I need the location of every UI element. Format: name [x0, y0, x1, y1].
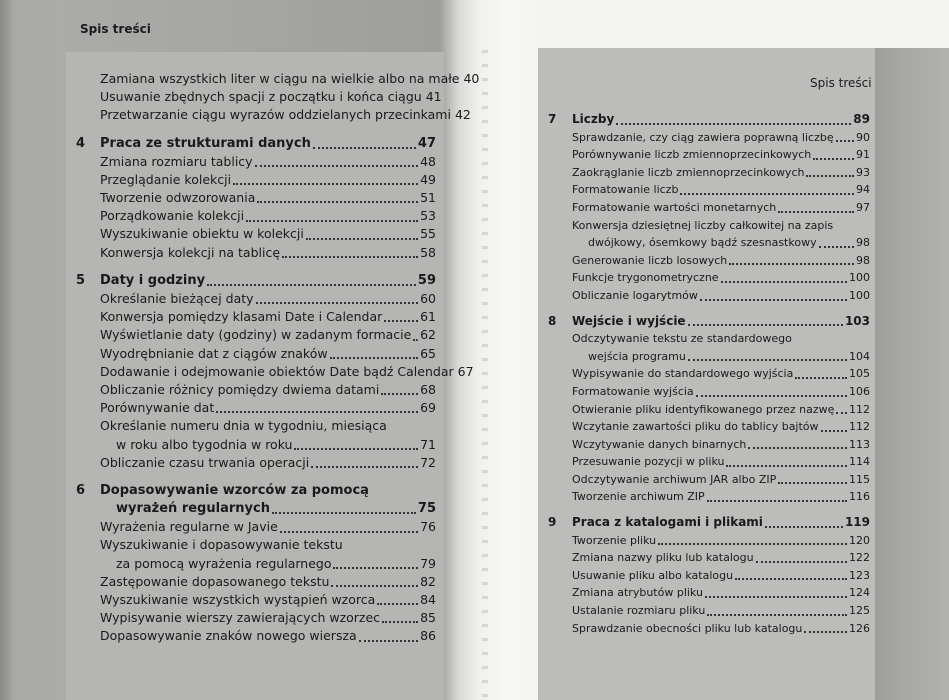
toc-leader-dots [216, 411, 418, 413]
toc-leader-dots [680, 193, 854, 195]
toc-leader-dots [735, 578, 847, 580]
toc-entry-page: 123 [849, 568, 870, 582]
toc-entry-title: Obliczanie logarytmów [572, 288, 698, 302]
toc-leader-dots [836, 412, 847, 414]
chapter-heading [76, 482, 436, 500]
chapter-page: 89 [853, 112, 870, 126]
toc-entry-page: 48 [420, 153, 436, 169]
toc-entry-title: Wczytywanie danych binarnych [572, 437, 747, 451]
toc-entry-page: 84 [420, 592, 436, 608]
toc-entry-title: za pomocą wyrażenia regularnego [116, 555, 332, 571]
toc-leader-dots [233, 183, 418, 185]
toc-entry-title: Wyszukiwanie wszystkich wystąpień wzorca [100, 592, 376, 608]
toc-entry-page: 49 [420, 171, 436, 187]
toc-entry-page: 94 [856, 183, 870, 197]
toc-leader-dots [377, 603, 418, 605]
toc-leader-dots [813, 158, 854, 160]
chapter-number: 8 [548, 313, 557, 328]
chapter-heading [76, 272, 436, 290]
toc-entry [76, 381, 436, 399]
toc-entry-title: Wyodrębnianie dat z ciągów znaków [100, 345, 328, 361]
chapter-gap [548, 305, 870, 313]
chapter-gap [76, 262, 436, 272]
toc-entry-title: Sprawdzanie obecności pliku lub katalogu [572, 621, 803, 635]
chapter-title: Wejście i wyjście [572, 313, 686, 328]
toc-leader-dots [778, 482, 847, 484]
toc-leader-dots [778, 211, 854, 213]
toc-entry [548, 453, 870, 471]
toc-entry [548, 269, 870, 287]
toc-leader-dots [381, 393, 418, 395]
toc-entry-title: Porównywanie liczb zmiennoprzecinkowych [572, 148, 812, 162]
toc-entry-title: Wypisywanie do standardowego wyjścia [572, 367, 794, 381]
toc-right [548, 111, 870, 637]
chapter-number: 6 [76, 482, 86, 498]
toc-entry-title: Zmiana rozmiaru tablicy [100, 153, 253, 169]
toc-leader-dots [821, 430, 847, 432]
toc-entry-title: Usuwanie pliku albo katalogu [572, 568, 734, 582]
toc-entry-title: Przetwarzanie ciągu wyrazów oddzielanych przecinkami [100, 107, 451, 123]
toc-entry-title: Wyszukiwanie i dopasowywanie tekstu [100, 537, 343, 553]
toc-leader-dots [688, 359, 847, 361]
toc-entry-title: Tworzenie pliku [572, 533, 657, 547]
chapter-title: Dopasowywanie wzorców za pomocą [100, 482, 369, 498]
toc-entry-title: w roku albo tygodnia w roku [116, 436, 293, 452]
toc-leader-dots [331, 585, 418, 587]
chapter-heading [548, 514, 870, 532]
toc-entry [76, 345, 436, 363]
chapter-title: Liczby [572, 112, 615, 126]
toc-entry-title: Usuwanie zbędnych spacji z początku i końca ciągu [100, 89, 422, 105]
toc-entry-page: 86 [420, 628, 436, 644]
toc-entry [548, 471, 870, 489]
toc-entry [548, 252, 870, 270]
toc-entry [76, 226, 436, 244]
toc-entry [548, 383, 870, 401]
toc-entry-page: 62 [420, 327, 436, 343]
toc-entry-title: Formatowanie wyjścia [572, 384, 694, 398]
toc-leader-dots [756, 561, 847, 563]
toc-entry-page: 104 [849, 349, 870, 363]
toc-entry-title: Dodawanie i odejmowanie obiektów Date bądź Calendar [100, 363, 454, 379]
toc-entry [76, 591, 436, 609]
toc-entry [76, 244, 436, 262]
toc-entry-page: 79 [420, 555, 436, 571]
toc-leader-dots [819, 246, 854, 248]
toc-entry-page: 82 [420, 573, 436, 589]
toc-entry-page: 53 [420, 208, 436, 224]
toc-entry [548, 199, 870, 217]
toc-entry-line [548, 217, 870, 235]
toc-entry-page: 42 [454, 107, 471, 123]
toc-entry-line [76, 417, 436, 435]
toc-leader-dots [696, 395, 847, 397]
toc-entry-title: Formatowanie wartości monetarnych [572, 200, 777, 214]
toc-entry-title: Wyszukiwanie obiektu w kolekcji [100, 226, 304, 242]
toc-entry-page: 106 [849, 384, 870, 398]
toc-entry [548, 348, 870, 366]
toc-entry-title: Otwieranie pliku identyfikowanego przez nazwę [572, 402, 835, 416]
toc-entry-page: 125 [849, 604, 870, 618]
toc-leader-dots [836, 140, 854, 142]
chapter-number: 9 [548, 515, 557, 530]
toc-entry [76, 106, 471, 124]
toc-entry [548, 234, 870, 252]
toc-leader-dots [748, 447, 847, 449]
toc-entry-page: 90 [856, 130, 870, 144]
toc-entry [76, 627, 436, 645]
toc-leader-dots [272, 512, 416, 514]
toc-leader-dots [382, 621, 418, 623]
book-spine-stitching [482, 50, 488, 700]
toc-entry-title: Zmiana atrybutów pliku [572, 586, 703, 600]
toc-entry-page: 97 [856, 200, 870, 214]
toc-entry [76, 153, 436, 171]
chapter-number: 5 [76, 272, 86, 288]
toc-entry [548, 129, 870, 147]
toc-entry [76, 88, 442, 106]
toc-entry-title: Zamiana wszystkich liter w ciągu na wielkie albo na małe [100, 70, 460, 86]
toc-entry-page: 93 [856, 165, 870, 179]
toc-entry-title: Tworzenie archiwum ZIP [572, 490, 705, 504]
toc-entry-title: Zastępowanie dopasowanego tekstu [100, 573, 330, 589]
chapter-number: 7 [548, 112, 557, 126]
toc-entry-title: Generowanie liczb losowych [572, 253, 728, 267]
toc-entry [76, 189, 436, 207]
toc-entry-page: 58 [420, 244, 436, 260]
chapter-page: 75 [417, 501, 436, 517]
toc-entry-title: Wyrażenia regularne w Javie [100, 519, 278, 535]
toc-leader-dots [384, 320, 418, 322]
chapter-heading [76, 135, 436, 153]
toc-entry-title: Porządkowanie kolekcji [100, 208, 245, 224]
toc-leader-dots [311, 466, 418, 468]
toc-entry-page: 85 [420, 610, 436, 626]
toc-leader-dots [294, 448, 418, 450]
toc-entry [76, 70, 480, 88]
toc-entry-page: 55 [420, 226, 436, 242]
toc-entry [548, 567, 870, 585]
toc-entry-page: 60 [420, 291, 436, 307]
toc-left [76, 70, 480, 646]
toc-entry-title: wejścia programu [588, 349, 686, 363]
toc-entry-title: Zmiana nazwy pliku lub katalogu [572, 551, 754, 565]
chapter-title: wyrażeń regularnych [116, 501, 270, 517]
toc-entry-title: dwójkowy, ósemkowy bądź szesnastkowy [588, 236, 817, 250]
toc-leader-dots [707, 500, 847, 502]
toc-entry [548, 488, 870, 506]
toc-entry-page: 61 [420, 309, 436, 325]
toc-leader-dots [688, 324, 843, 326]
toc-entry-page: 91 [856, 148, 870, 162]
toc-entry-page: 116 [849, 490, 870, 504]
toc-entry [76, 207, 436, 225]
toc-entry [76, 399, 436, 417]
toc-entry-title: Zaokrąglanie liczb zmiennoprzecinkowych [572, 165, 805, 179]
toc-leader-dots [721, 281, 847, 283]
toc-entry [76, 171, 436, 189]
toc-leader-dots [413, 339, 418, 341]
toc-entry [548, 164, 870, 182]
toc-entry [76, 555, 436, 573]
chapter-gap [76, 125, 436, 135]
chapter-heading [548, 111, 870, 129]
toc-entry [76, 436, 436, 454]
toc-entry [76, 308, 436, 326]
toc-entry [76, 609, 436, 627]
toc-entry-line [76, 537, 436, 555]
running-head-right: Spis treści [810, 76, 872, 90]
toc-entry-page: 120 [849, 533, 870, 547]
toc-entry-title: Obliczanie różnicy pomiędzy dwiema datami [100, 381, 380, 397]
running-head-left: Spis treści [80, 22, 151, 36]
toc-leader-dots [359, 640, 418, 642]
toc-entry-title: Tworzenie odwzorowania [100, 190, 256, 206]
toc-leader-dots [729, 263, 854, 265]
toc-entry-title: Formatowanie liczb [572, 183, 679, 197]
toc-entry-page: 72 [420, 454, 436, 470]
toc-entry-title: Konwersja pomiędzy klasami Date i Calendar [100, 309, 383, 325]
chapter-title: Praca ze strukturami danych [100, 135, 311, 151]
toc-entry [76, 518, 436, 536]
chapter-gap [76, 472, 436, 482]
toc-entry-page: 68 [420, 381, 436, 397]
toc-entry-title: Dopasowywanie znaków nowego wiersza [100, 628, 357, 644]
chapter-page: 119 [844, 515, 870, 530]
toc-leader-dots [280, 531, 418, 533]
toc-entry-title: Odczytywanie tekstu ze standardowego [572, 332, 792, 346]
chapter-gap [548, 506, 870, 514]
toc-leader-dots [207, 284, 416, 286]
toc-entry-page: 98 [856, 253, 870, 267]
toc-entry-page: 113 [849, 437, 870, 451]
toc-entry [548, 181, 870, 199]
toc-entry [548, 602, 870, 620]
toc-entry-title: Porównywanie dat [100, 400, 215, 416]
toc-leader-dots [765, 526, 843, 528]
toc-leader-dots [255, 165, 419, 167]
toc-entry [548, 146, 870, 164]
toc-entry-page: 76 [420, 519, 436, 535]
toc-entry-page: 40 [463, 70, 480, 86]
toc-entry-page: 71 [420, 436, 436, 452]
chapter-page: 59 [417, 272, 436, 288]
toc-entry-line [548, 330, 870, 348]
toc-entry-title: Obliczanie czasu trwania operacji [100, 454, 310, 470]
toc-entry [548, 549, 870, 567]
toc-entry-page: 124 [849, 586, 870, 600]
toc-leader-dots [707, 614, 847, 616]
toc-entry-title: Konwersja dziesiętnej liczby całkowitej na zapis [572, 218, 834, 232]
toc-leader-dots [804, 631, 847, 633]
toc-entry-title: Konwersja kolekcji na tablicę [100, 244, 281, 260]
toc-entry-page: 69 [420, 400, 436, 416]
toc-leader-dots [256, 302, 419, 304]
toc-entry [548, 365, 870, 383]
toc-entry-page: 115 [849, 472, 870, 486]
toc-leader-dots [700, 299, 847, 301]
toc-leader-dots [333, 567, 418, 569]
toc-entry-page: 112 [849, 402, 870, 416]
toc-leader-dots [616, 123, 851, 125]
toc-entry-title: Wczytanie zawartości pliku do tablicy bajtów [572, 420, 819, 434]
toc-leader-dots [257, 201, 418, 203]
toc-entry-title: Ustalanie rozmiaru pliku [572, 604, 706, 618]
toc-entry [548, 620, 870, 638]
toc-entry-title: Przeglądanie kolekcji [100, 171, 232, 187]
toc-leader-dots [705, 596, 847, 598]
toc-entry-page: 126 [849, 621, 870, 635]
chapter-title: Daty i godziny [100, 272, 206, 288]
toc-entry-title: Określanie numeru dnia w tygodniu, miesiąca [100, 418, 387, 434]
toc-leader-dots [726, 465, 847, 467]
toc-entry [548, 401, 870, 419]
toc-entry [548, 287, 870, 305]
chapter-heading [548, 313, 870, 331]
right-page-edge-strip [875, 48, 949, 700]
toc-entry [76, 573, 436, 591]
toc-entry-page: 105 [849, 367, 870, 381]
toc-entry [76, 454, 436, 472]
toc-entry [548, 436, 870, 454]
toc-leader-dots [246, 220, 418, 222]
toc-entry [548, 532, 870, 550]
toc-entry-page: 122 [849, 551, 870, 565]
toc-leader-dots [282, 256, 418, 258]
toc-entry [548, 584, 870, 602]
toc-entry-page: 51 [420, 190, 436, 206]
chapter-page: 47 [417, 135, 436, 151]
toc-entry [76, 326, 436, 344]
toc-entry-page: 98 [856, 236, 870, 250]
toc-leader-dots [658, 543, 847, 545]
toc-entry-title: Określanie bieżącej daty [100, 291, 254, 307]
toc-entry-page: 100 [849, 288, 870, 302]
toc-entry-page: 67 [457, 363, 474, 379]
toc-entry-title: Sprawdzanie, czy ciąg zawiera poprawną liczbę [572, 130, 834, 144]
toc-leader-dots [306, 238, 418, 240]
toc-entry-page: 41 [425, 89, 442, 105]
toc-entry-title: Funkcje trygonometryczne [572, 271, 719, 285]
toc-entry-title: Odczytywanie archiwum JAR albo ZIP [572, 472, 777, 486]
chapter-title: Praca z katalogami i plikami [572, 515, 763, 530]
chapter-heading-cont [76, 500, 436, 518]
toc-leader-dots [313, 147, 416, 149]
toc-entry-title: Wypisywanie wierszy zawierających wzorzec [100, 610, 381, 626]
toc-entry-page: 114 [849, 455, 870, 469]
toc-entry [76, 290, 436, 308]
toc-leader-dots [330, 357, 418, 359]
toc-entry-title: Przesuwanie pozycji w pliku [572, 455, 725, 469]
toc-entry [548, 418, 870, 436]
chapter-number: 4 [76, 135, 86, 151]
toc-entry-page: 65 [420, 345, 436, 361]
toc-entry-page: 112 [849, 420, 870, 434]
toc-leader-dots [806, 175, 854, 177]
toc-entry-page: 100 [849, 271, 870, 285]
toc-leader-dots [795, 377, 847, 379]
toc-entry [76, 363, 474, 381]
toc-entry-title: Wyświetlanie daty (godziny) w zadanym formacie [100, 327, 412, 343]
chapter-page: 103 [844, 313, 870, 328]
